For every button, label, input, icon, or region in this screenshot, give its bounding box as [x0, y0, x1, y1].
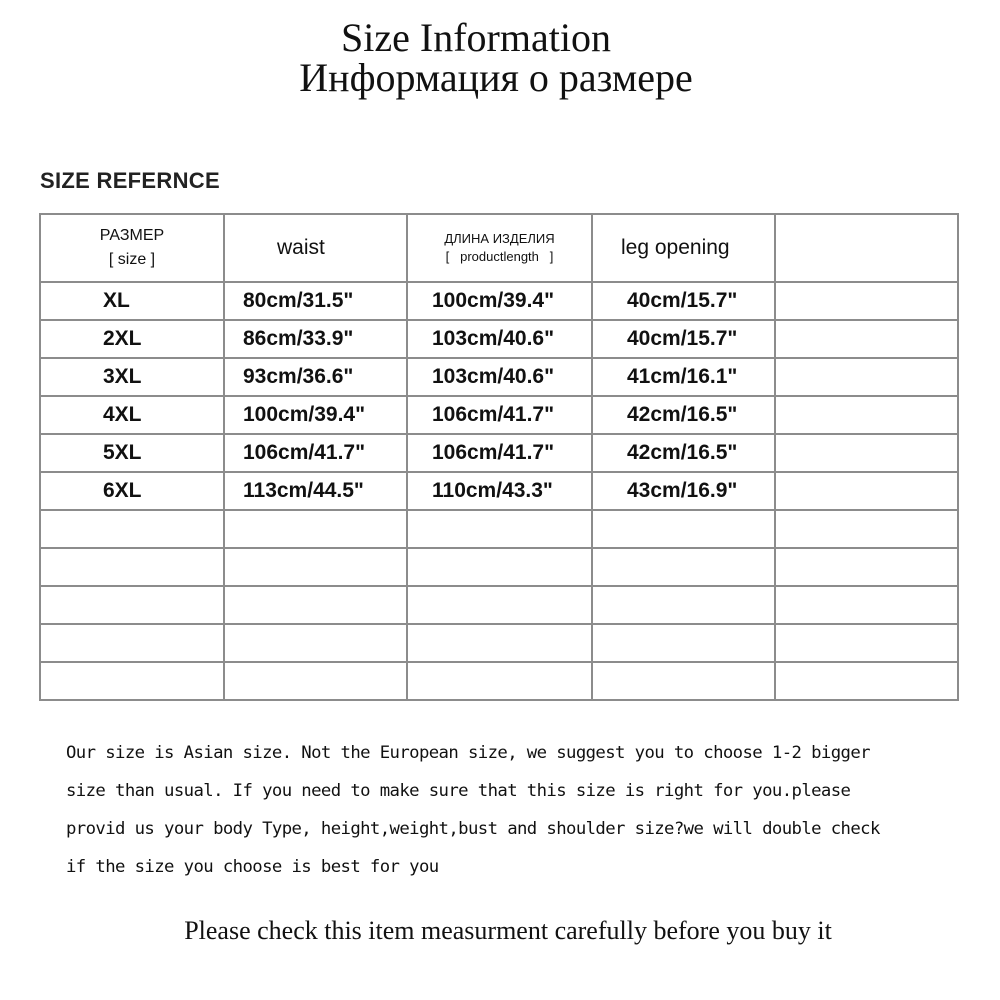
cell-empty [407, 662, 592, 700]
cell-size: 3XL [40, 358, 224, 396]
cell-empty [775, 472, 958, 510]
cell-leg-opening: 41cm/16.1" [592, 358, 775, 396]
cell-empty [775, 358, 958, 396]
cell-empty [224, 586, 407, 624]
cell-empty [592, 662, 775, 700]
note-line: if the size you choose is best for you [66, 857, 439, 877]
cell-size: 5XL [40, 434, 224, 472]
cell-empty [407, 548, 592, 586]
cell-empty [224, 548, 407, 586]
title-english: Size Information [341, 15, 611, 60]
cell-size: 2XL [40, 320, 224, 358]
note-line: provid us your body Type, height,weight,bust and shoulder size?we will double check [66, 819, 880, 839]
cell-empty [775, 320, 958, 358]
cell-waist: 86cm/33.9" [224, 320, 407, 358]
cell-leg-opening: 40cm/15.7" [592, 320, 775, 358]
table-row-empty [40, 586, 958, 624]
cell-waist: 113cm/44.5" [224, 472, 407, 510]
cell-empty [592, 510, 775, 548]
header-length-ru: ДЛИНА ИЗДЕЛИЯ [444, 231, 555, 246]
cell-empty [40, 586, 224, 624]
header-size-ru: РАЗМЕР [99, 227, 165, 244]
cell-empty [40, 510, 224, 548]
cell-size: 4XL [40, 396, 224, 434]
header-waist: waist [224, 214, 407, 282]
cell-length: 110cm/43.3" [407, 472, 592, 510]
cell-length: 106cm/41.7" [407, 434, 592, 472]
header-extra [775, 214, 958, 282]
table-row-empty [40, 662, 958, 700]
section-label: SIZE REFERNCE [40, 168, 220, 193]
header-size-en: [ size ] [108, 251, 156, 268]
cell-length: 100cm/39.4" [407, 282, 592, 320]
table-row [40, 320, 958, 358]
size-note [66, 734, 976, 886]
size-table [39, 213, 959, 701]
note-line: Our size is Asian size. Not the European size, we suggest you to choose 1-2 bigger [66, 743, 870, 763]
cell-size: XL [40, 282, 224, 320]
cell-empty [224, 624, 407, 662]
cell-empty [592, 586, 775, 624]
cell-waist: 80cm/31.5" [224, 282, 407, 320]
cell-empty [775, 586, 958, 624]
cell-empty [775, 396, 958, 434]
cell-length: 103cm/40.6" [407, 358, 592, 396]
cell-leg-opening: 42cm/16.5" [592, 434, 775, 472]
header-length-en: [ productlength ] [445, 249, 554, 264]
cell-empty [407, 624, 592, 662]
table-row-empty [40, 624, 958, 662]
title-russian: Информация о размере [299, 55, 693, 100]
cell-leg-opening: 40cm/15.7" [592, 282, 775, 320]
cell-empty [775, 624, 958, 662]
cell-leg-opening: 43cm/16.9" [592, 472, 775, 510]
header-size [40, 214, 224, 282]
table-row-empty [40, 548, 958, 586]
table-row [40, 434, 958, 472]
cell-empty [775, 548, 958, 586]
cell-empty [40, 548, 224, 586]
header-leg-opening: leg opening [592, 214, 775, 282]
cell-waist: 100cm/39.4" [224, 396, 407, 434]
cell-empty [40, 662, 224, 700]
table-row [40, 396, 958, 434]
cell-empty [407, 586, 592, 624]
cell-empty [224, 662, 407, 700]
cell-empty [407, 510, 592, 548]
cell-empty [775, 510, 958, 548]
cell-empty [775, 662, 958, 700]
table-row [40, 282, 958, 320]
header-length [407, 214, 592, 282]
cell-empty [592, 624, 775, 662]
cell-empty [592, 548, 775, 586]
cell-empty [775, 282, 958, 320]
footer-text: Please check this item measurment carefully before you buy it [184, 916, 832, 945]
cell-length: 103cm/40.6" [407, 320, 592, 358]
cell-leg-opening: 42cm/16.5" [592, 396, 775, 434]
cell-waist: 93cm/36.6" [224, 358, 407, 396]
note-line: size than usual. If you need to make sure that this size is right for you.please [66, 781, 851, 801]
table-row-empty [40, 510, 958, 548]
table-row [40, 472, 958, 510]
cell-size: 6XL [40, 472, 224, 510]
cell-empty [40, 624, 224, 662]
cell-length: 106cm/41.7" [407, 396, 592, 434]
table-row [40, 358, 958, 396]
cell-empty [775, 434, 958, 472]
table-header-row [40, 214, 958, 282]
cell-waist: 106cm/41.7" [224, 434, 407, 472]
cell-empty [224, 510, 407, 548]
